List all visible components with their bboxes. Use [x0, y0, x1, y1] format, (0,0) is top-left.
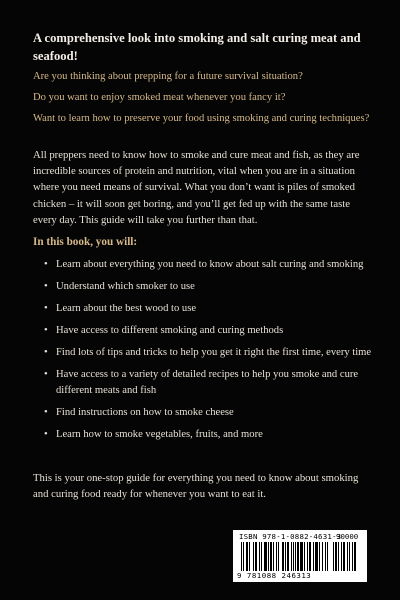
list-item-text: Find instructions on how to smoke cheese	[56, 407, 234, 418]
list-item	[44, 367, 374, 399]
list-item	[44, 279, 374, 295]
list-item-text: Understand which smoker to use	[56, 281, 195, 292]
list-item-text: Learn how to smoke vegetables, fruits, and more	[56, 429, 263, 440]
intro-paragraph: All preppers need to know how to smoke and cure meat and fish, as they are incredible sources of protein and nutrition, vital when you are in a situation where you need means of survival. What you don’t want is piles of smoked chicken – it will soon get boring, and you’ll get fed up with the same taste every day. This guide will take you further than that.	[33, 149, 360, 226]
question-survival: Are you thinking about prepping for a future survival situation?	[33, 71, 303, 82]
barcode-number: 9 781088 246313	[237, 571, 312, 580]
list-item	[44, 257, 374, 273]
cover-headline: A comprehensive look into smoking and salt curing meat and seafood!	[33, 31, 361, 63]
list-item-text: Learn about the best wood to use	[56, 303, 197, 314]
bullet-icon: •	[44, 369, 48, 380]
isbn-label: ISBN 978-1-0882-4631-3	[239, 532, 342, 541]
barcode-bars-icon	[241, 542, 329, 571]
isbn-barcode	[233, 530, 367, 582]
bullet-icon: •	[44, 281, 48, 292]
question-smoked-meat: Do you want to enjoy smoked meat whenever you fancy it?	[33, 92, 286, 103]
list-item	[44, 301, 374, 317]
list-item	[44, 405, 374, 421]
bullet-icon: •	[44, 259, 48, 270]
bullet-icon: •	[44, 429, 48, 440]
list-item-text: Have access to a variety of detailed recipes to help you smoke and cure different meats and fish	[56, 369, 359, 396]
section-heading: In this book, you will:	[33, 236, 138, 248]
barcode-addon-bars-icon	[333, 542, 361, 571]
list-item	[44, 427, 374, 443]
barcode-addon-number: 90000	[336, 532, 359, 541]
bullet-icon: •	[44, 325, 48, 336]
feature-list	[44, 257, 374, 449]
bullet-icon: •	[44, 407, 48, 418]
bullet-icon: •	[44, 303, 48, 314]
list-item	[44, 345, 374, 361]
list-item	[44, 323, 374, 339]
question-preserve-food: Want to learn how to preserve your food using smoking and curing techniques?	[33, 113, 370, 124]
list-item-text: Have access to different smoking and curing methods	[56, 325, 284, 336]
bullet-icon: •	[44, 347, 48, 358]
list-item-text: Learn about everything you need to know about salt curing and smoking	[56, 259, 364, 270]
closing-paragraph: This is your one-stop guide for everything you need to know about smoking and curing food ready for whenever you want to eat it.	[33, 472, 359, 501]
list-item-text: Find lots of tips and tricks to help you get it right the first time, every time	[56, 347, 372, 358]
